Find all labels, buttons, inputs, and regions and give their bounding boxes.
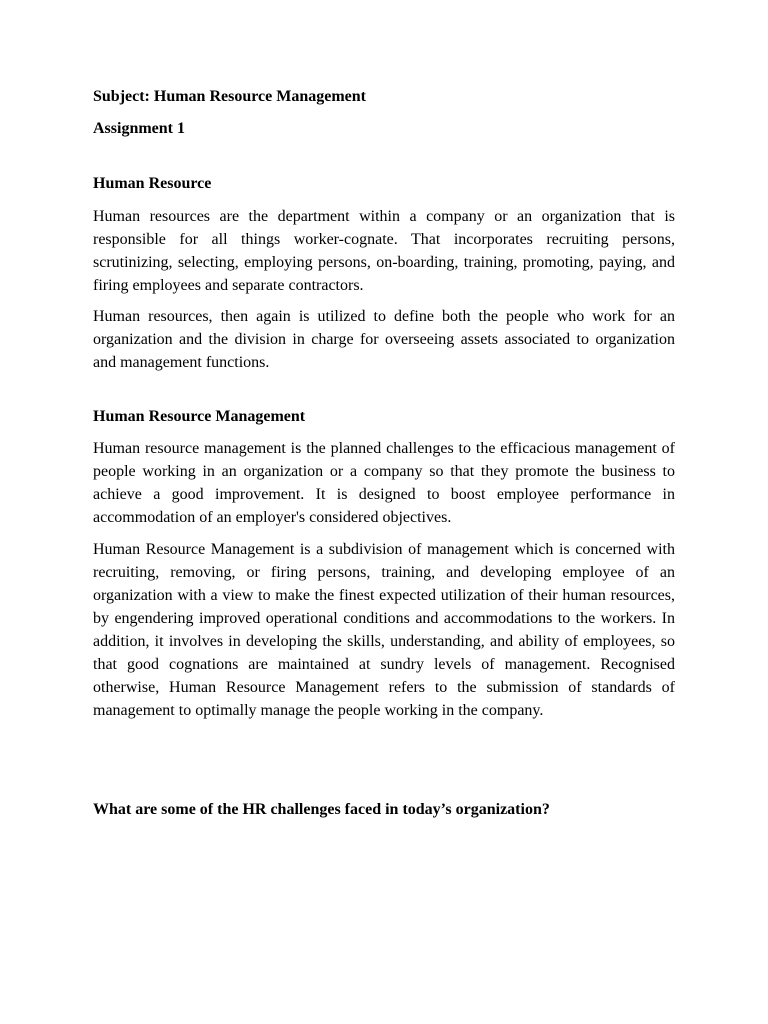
section-heading-hrm: Human Resource Management (93, 408, 306, 425)
section-heading-human-resource: Human Resource (93, 175, 212, 192)
question-heading: What are some of the HR challenges faced in today’s organization? (93, 801, 550, 818)
document-page (93, 86, 675, 821)
paragraph-hrm-definition: Human resource management is the planned challenges to the efficacious management of people working in an organization or a company so that they promote the business to achieve a good improvement. It is designed to boost employee performance in accommodation of an employer's considered objectives. (93, 440, 675, 526)
paragraph-human-resource-usage: Human resources, then again is utilized to define both the people who work for an organization and the division in charge for overseeing assets associated to organization and management functions. (93, 308, 675, 371)
paragraph-human-resource-definition: Human resources are the department within a company or an organization that is responsible for all things worker-cognate. That incorporates recruiting persons, scrutinizing, selecting, employing persons, on-boarding, training, promoting, paying, and firing employees and separate contractors. (93, 208, 675, 294)
assignment-title: Assignment 1 (93, 120, 186, 137)
subject-line: Subject: Human Resource Management (93, 88, 367, 105)
paragraph-hrm-subdivision: Human Resource Management is a subdivision of management which is concerned with recruiting, removing, or firing persons, training, and developing employee of an organization with a view to make the finest expected utilization of their human resources, by engendering improved operational conditions and accommodations to the workers. In addition, it involves in developing the skills, understanding, and ability of employees, so that good cognations are maintained at sundry levels of management. Recognised otherwise, Human Resource Management refers to the submission of standards of management to optimally manage the people working in the company. (93, 541, 675, 719)
